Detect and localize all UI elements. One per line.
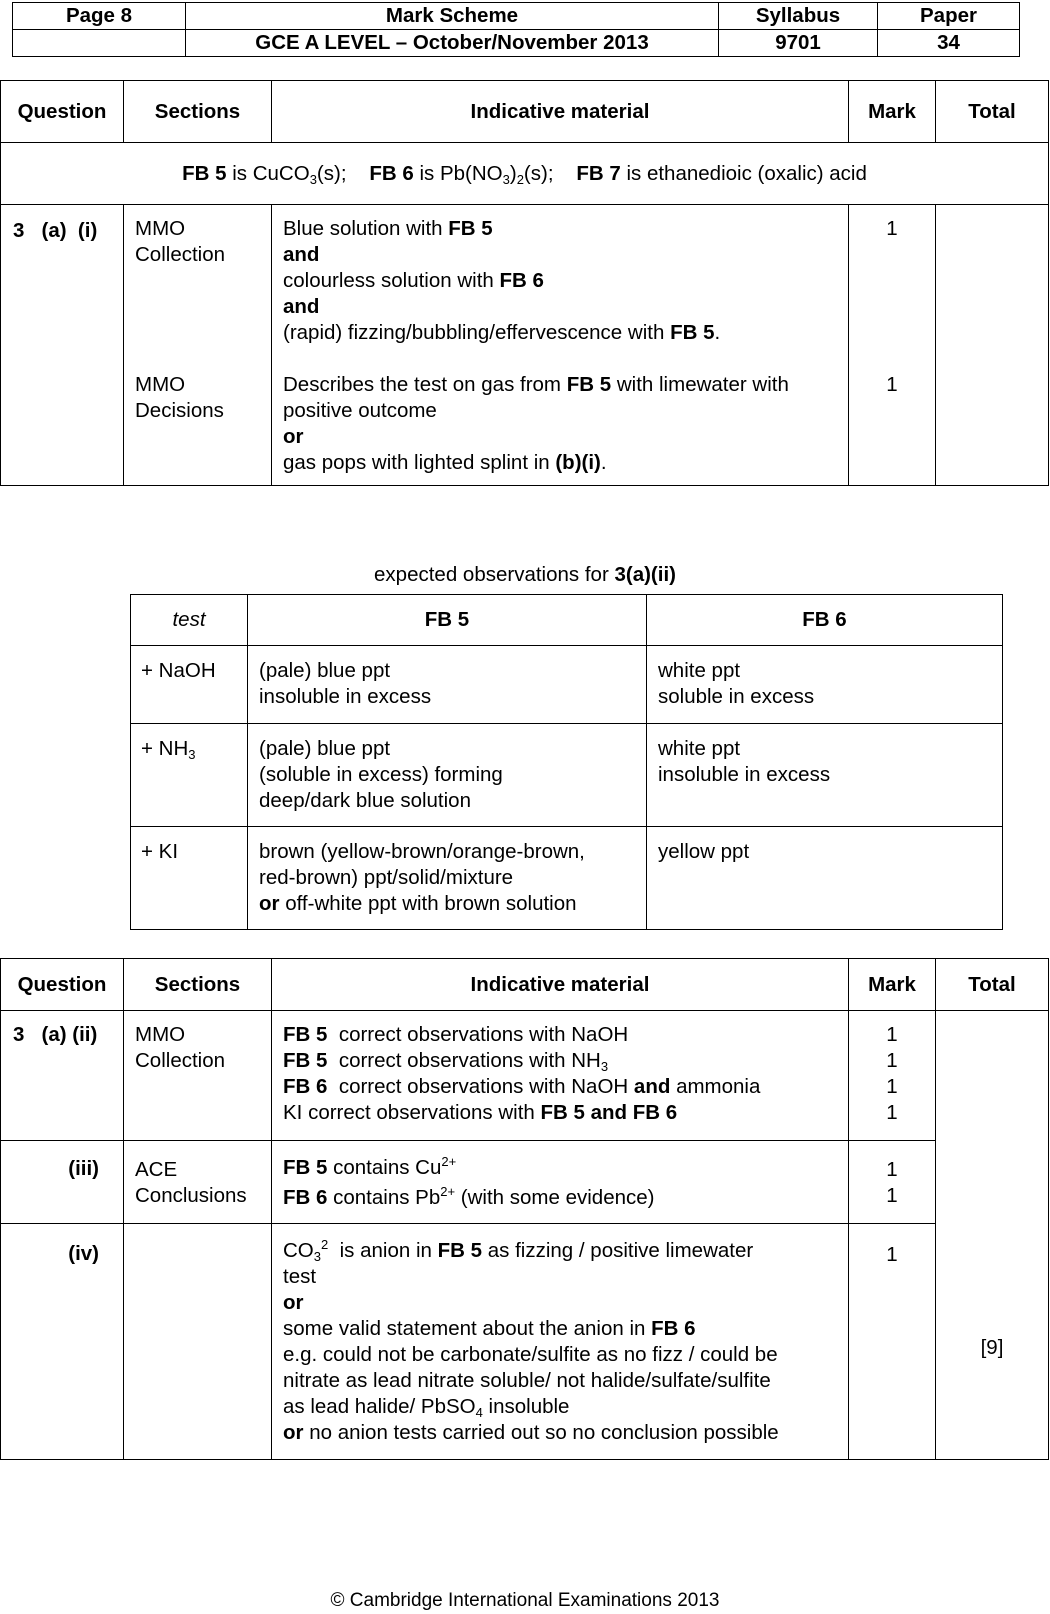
- material-text: correct observations with NaOH: [327, 1023, 629, 1046]
- col-sections: Sections: [124, 81, 272, 143]
- fb6-text: is Pb(NO: [413, 161, 503, 185]
- col-indicative-material: Indicative material: [272, 81, 849, 143]
- col-total: Total: [936, 959, 1049, 1011]
- observations-table: [130, 594, 1003, 930]
- material-text: with limewater with: [611, 373, 789, 396]
- col-question: Question: [1, 81, 124, 143]
- observation-text: soluble in excess: [658, 685, 815, 708]
- section-label: MMO: [135, 373, 186, 396]
- material-text: is anion in: [328, 1239, 438, 1262]
- material-text: Blue solution with: [283, 217, 449, 240]
- material-text: as fizzing / positive limewater: [482, 1239, 754, 1262]
- fb6-naoh-cell: [647, 646, 1003, 724]
- fb6-nh3-cell: [647, 724, 1003, 827]
- col-mark: Mark: [849, 81, 936, 143]
- observation-text: deep/dark blue solution: [259, 789, 471, 812]
- test-reagent: + KI: [141, 840, 179, 863]
- indicative-material-cell: [272, 1141, 849, 1224]
- test-ki: [131, 827, 248, 930]
- material-text: nitrate as lead nitrate soluble/ not halide/sulfate/sulfite: [283, 1369, 771, 1392]
- section-label: Collection: [135, 1049, 226, 1072]
- col-test: test: [131, 595, 248, 646]
- superscript: 2: [320, 1237, 329, 1252]
- mark-value: 1: [886, 1243, 898, 1266]
- fb5-end: (s);: [316, 161, 347, 185]
- caption-reference: 3(a)(ii): [614, 563, 676, 586]
- col-fb6: FB 6: [647, 595, 1003, 646]
- material-text: .: [714, 321, 721, 344]
- col-total: Total: [936, 81, 1049, 143]
- sections-cell: [124, 1141, 272, 1224]
- sections-cell: [124, 1011, 272, 1141]
- connector-or: or: [283, 425, 304, 448]
- observation-text: (pale) blue ppt: [259, 737, 391, 760]
- observation-text: off-white ppt with brown solution: [279, 892, 577, 915]
- material-text: test: [283, 1265, 317, 1288]
- section-label: Conclusions: [135, 1184, 247, 1207]
- fb5-ki-cell: [248, 827, 647, 930]
- sections-cell: [124, 205, 272, 486]
- fb5-naoh-cell: [248, 646, 647, 724]
- superscript: 2+: [440, 1184, 456, 1199]
- mark-value: 1: [886, 217, 898, 240]
- fb-label: FB 5: [566, 373, 612, 396]
- observation-text: red-brown) ppt/solid/mixture: [259, 866, 514, 889]
- material-text: (with some evidence): [455, 1186, 655, 1209]
- mark-value: 1: [886, 373, 898, 396]
- observation-text: white ppt: [658, 737, 741, 760]
- mark-cell: [849, 205, 936, 486]
- observation-text: yellow ppt: [658, 840, 750, 863]
- fb6-mid: ): [509, 161, 517, 185]
- fb-label: FB 6: [283, 1075, 328, 1098]
- material-text: KI correct observations with: [283, 1101, 541, 1124]
- cross-reference: (b)(i): [555, 451, 601, 474]
- test-reagent: + NaOH: [141, 659, 216, 682]
- col-indicative-material: Indicative material: [272, 959, 849, 1011]
- col-question: Question: [1, 959, 124, 1011]
- material-text: e.g. could not be carbonate/sulfite as no fizz / could be: [283, 1343, 778, 1366]
- fb-label: FB 5: [283, 1156, 328, 1179]
- connector-or: or: [283, 1291, 304, 1314]
- col-mark: Mark: [849, 959, 936, 1011]
- connector-or: or: [283, 1421, 304, 1444]
- material-text: insoluble: [482, 1395, 570, 1418]
- mark-value: 1: [886, 1075, 898, 1098]
- test-naoh: [131, 646, 248, 724]
- substances-intro: [1, 143, 1049, 205]
- section-label: ACE: [135, 1158, 178, 1181]
- fb-label: FB 5: [283, 1049, 328, 1072]
- fb6-label: FB 6: [369, 161, 414, 185]
- header-empty-cell: [13, 30, 186, 57]
- connector-and: and: [283, 243, 320, 266]
- material-text: colourless solution with: [283, 269, 500, 292]
- subscript: 3: [309, 171, 317, 187]
- mark-cell: [849, 1224, 936, 1460]
- material-text: contains Pb: [327, 1186, 441, 1209]
- observation-text: brown (yellow-brown/orange-brown,: [259, 840, 585, 863]
- fb-label: FB 5: [670, 321, 715, 344]
- observation-text: insoluble in excess: [658, 763, 831, 786]
- indicative-material-cell: [272, 205, 849, 486]
- paper-label: Paper: [878, 3, 1020, 30]
- subscript: 3: [188, 747, 196, 762]
- material-text: .: [600, 451, 607, 474]
- material-text: ammonia: [670, 1075, 761, 1098]
- mark-value: 1: [886, 1184, 898, 1207]
- mark-value: 1: [886, 1158, 898, 1181]
- exam-title: GCE A LEVEL – October/November 2013: [186, 30, 719, 57]
- fb5-label: FB 5: [182, 161, 227, 185]
- mark-cell: [849, 1141, 936, 1224]
- syllabus-code: 9701: [719, 30, 878, 57]
- subscript: 2: [516, 171, 524, 187]
- material-text: correct observations with NH: [327, 1049, 601, 1072]
- test-reagent: + NH: [141, 737, 189, 760]
- fb-label: FB 6: [283, 1186, 328, 1209]
- paper-number: 34: [878, 30, 1020, 57]
- material-text: gas pops with lighted splint in: [283, 451, 556, 474]
- total-value: [9]: [936, 1011, 1049, 1460]
- sections-cell: [124, 1224, 272, 1460]
- total-cell: [936, 205, 1049, 486]
- indicative-material-cell: [272, 1224, 849, 1460]
- connector-or: or: [259, 892, 280, 915]
- observation-text: (soluble in excess) forming: [259, 763, 503, 786]
- section-label: Collection: [135, 243, 226, 266]
- connector-and: and: [633, 1075, 671, 1098]
- fb5-nh3-cell: [248, 724, 647, 827]
- material-text: some valid statement about the anion in: [283, 1317, 652, 1340]
- mark-table-1: [0, 80, 1049, 486]
- caption-text: expected observations for: [374, 563, 615, 586]
- material-text: (rapid) fizzing/bubbling/effervescence with: [283, 321, 671, 344]
- col-fb5: FB 5: [248, 595, 647, 646]
- test-nh3: [131, 724, 248, 827]
- fb5-text: is CuCO: [226, 161, 310, 185]
- question-number: (iv): [1, 1224, 124, 1460]
- mark-cell: [849, 1011, 936, 1141]
- observation-text: white ppt: [658, 659, 741, 682]
- material-text: positive outcome: [283, 399, 437, 422]
- section-label: MMO: [135, 217, 186, 240]
- material-text: Describes the test on gas from: [283, 373, 567, 396]
- mark-value: 1: [886, 1023, 898, 1046]
- doc-title: Mark Scheme: [186, 3, 719, 30]
- question-number: 3 (a) (ii): [1, 1011, 124, 1141]
- mark-value: 1: [886, 1101, 898, 1124]
- section-label: Decisions: [135, 399, 224, 422]
- subscript: 3: [600, 1059, 609, 1074]
- observation-text: (pale) blue ppt: [259, 659, 391, 682]
- fb-label: FB 6: [499, 269, 544, 292]
- page-label: Page 8: [13, 3, 186, 30]
- observation-text: insoluble in excess: [259, 685, 432, 708]
- fb-label: FB 5: [448, 217, 493, 240]
- material-text: as lead halide/ PbSO: [283, 1395, 476, 1418]
- material-text: no anion tests carried out so no conclusion possible: [303, 1421, 779, 1444]
- fb-label: FB 5 and FB 6: [540, 1101, 678, 1124]
- section-label: MMO: [135, 1023, 186, 1046]
- fb6-ki-cell: [647, 827, 1003, 930]
- fb-label: FB 6: [651, 1317, 696, 1340]
- indicative-material-cell: [272, 1011, 849, 1141]
- fb6-end: (s);: [523, 161, 554, 185]
- formula-text: CO: [283, 1239, 314, 1262]
- material-text: correct observations with NaOH: [327, 1075, 634, 1098]
- subscript: 3: [313, 1249, 321, 1264]
- question-number: (iii): [1, 1141, 124, 1224]
- subscript: 4: [475, 1405, 483, 1420]
- syllabus-label: Syllabus: [719, 3, 878, 30]
- material-text: contains Cu: [327, 1156, 442, 1179]
- fb-label: FB 5: [283, 1023, 328, 1046]
- observations-caption: [0, 562, 1050, 588]
- fb7-label: FB 7: [576, 161, 621, 185]
- fb-label: FB 5: [437, 1239, 483, 1262]
- mark-value: 1: [886, 1049, 898, 1072]
- header-table: [12, 2, 1020, 57]
- mark-table-2: [0, 958, 1049, 1460]
- question-number: 3 (a) (i): [1, 205, 124, 486]
- copyright-footer: © Cambridge International Examinations 2013: [330, 1590, 720, 1611]
- subscript: 3: [502, 171, 510, 187]
- connector-and: and: [283, 295, 320, 318]
- superscript: 2+: [441, 1154, 457, 1169]
- col-sections: Sections: [124, 959, 272, 1011]
- fb7-text: is ethanedioic (oxalic) acid: [620, 161, 867, 185]
